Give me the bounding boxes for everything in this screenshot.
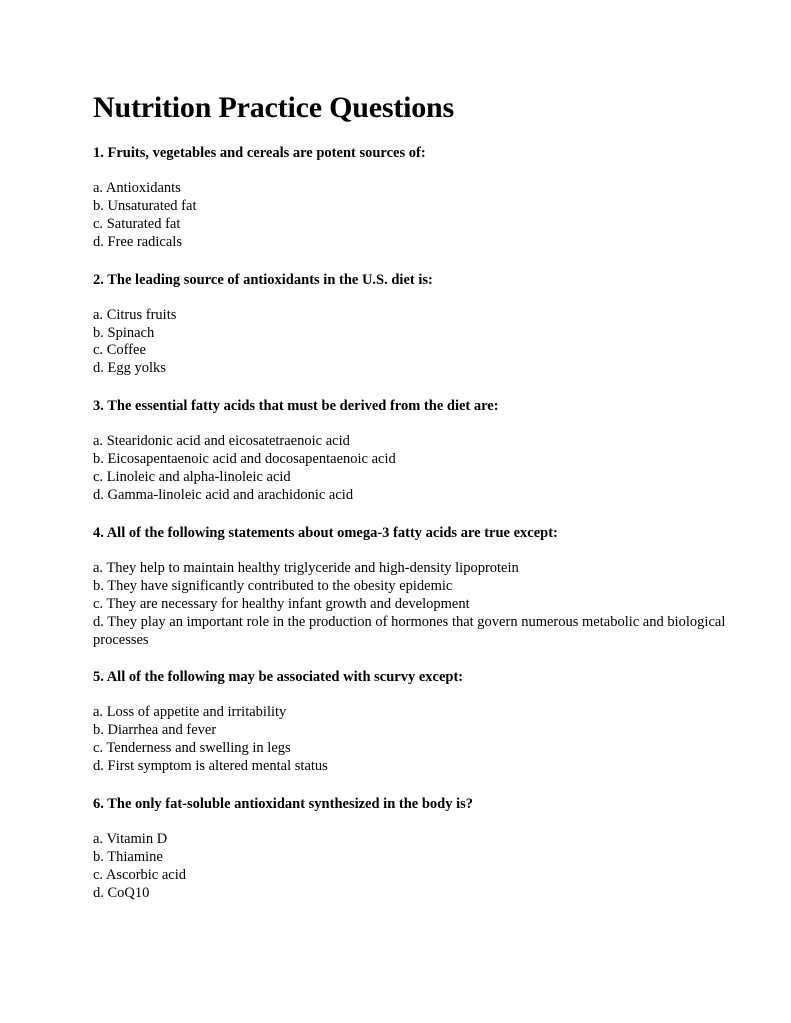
- option-letter: c.: [93, 215, 104, 232]
- option-letter: a.: [93, 831, 104, 848]
- answer-options: [93, 433, 733, 505]
- answer-option: [93, 831, 733, 849]
- option-text: Free radicals: [107, 233, 182, 250]
- option-letter: a.: [93, 704, 104, 721]
- page-title: Nutrition Practice Questions: [93, 91, 455, 124]
- option-text: Linoleic and alpha-linoleic acid: [106, 469, 291, 486]
- option-letter: c.: [93, 469, 104, 486]
- option-letter: c.: [93, 342, 104, 359]
- answer-option: [93, 234, 733, 252]
- question-block: [93, 795, 733, 903]
- option-text: Citrus fruits: [106, 306, 177, 323]
- option-text: Coffee: [106, 342, 146, 359]
- option-text: They play an important role in the production of hormones that govern numerous metabolic and biological processes: [93, 613, 726, 648]
- option-text: CoQ10: [107, 884, 150, 901]
- answer-option: [93, 198, 733, 216]
- question-block: [93, 668, 733, 776]
- answer-option: [93, 758, 733, 776]
- option-letter: b.: [93, 197, 104, 214]
- question-list: [93, 144, 733, 903]
- option-text: They are necessary for healthy infant growth and development: [106, 595, 470, 612]
- option-letter: b.: [93, 451, 104, 468]
- question-text: 1. Fruits, vegetables and cereals are potent sources of:: [93, 145, 426, 161]
- answer-options: [93, 704, 733, 776]
- question-text: 6. The only fat-soluble antioxidant synthesized in the body is?: [93, 796, 474, 813]
- question-block: [93, 397, 733, 505]
- option-text: Egg yolks: [107, 360, 166, 377]
- answer-options: [93, 180, 733, 252]
- answer-option: [93, 704, 733, 722]
- option-text: They have significantly contributed to the obesity epidemic: [107, 577, 453, 594]
- option-letter: a.: [93, 306, 104, 323]
- question-block: [93, 524, 733, 650]
- answer-option: [93, 867, 733, 885]
- option-letter: b.: [93, 577, 104, 594]
- question-text: 3. The essential fatty acids that must be derived from the diet are:: [93, 398, 499, 415]
- option-letter: d.: [93, 486, 104, 503]
- answer-options: [93, 307, 733, 379]
- option-letter: c.: [93, 740, 104, 757]
- answer-option: [93, 216, 733, 234]
- option-letter: b.: [93, 848, 104, 865]
- answer-option: [93, 722, 733, 740]
- option-letter: d.: [93, 360, 104, 377]
- answer-option: [93, 325, 733, 343]
- answer-option: [93, 360, 733, 378]
- option-letter: a.: [93, 433, 104, 450]
- answer-option: [93, 578, 733, 596]
- option-text: Diarrhea and fever: [107, 722, 217, 739]
- option-text: Stearidonic acid and eicosatetraenoic acid: [106, 433, 350, 450]
- answer-option: [93, 307, 733, 325]
- option-text: Eicosapentaenoic acid and docosapentaenoic acid: [107, 451, 396, 468]
- option-letter: b.: [93, 722, 104, 739]
- answer-options: [93, 560, 733, 650]
- answer-option: [93, 469, 733, 487]
- question-text: 5. All of the following may be associated with scurvy except:: [93, 669, 464, 686]
- option-text: Spinach: [107, 324, 155, 341]
- answer-option: [93, 451, 733, 469]
- document-page: [93, 90, 733, 922]
- option-letter: a.: [93, 180, 104, 196]
- question-text: 2. The leading source of antioxidants in the U.S. diet is:: [93, 271, 433, 288]
- option-letter: d.: [93, 233, 104, 250]
- option-text: First symptom is altered mental status: [107, 758, 328, 775]
- option-letter: d.: [93, 613, 104, 630]
- answer-option: [93, 180, 733, 198]
- answer-option: [93, 885, 733, 903]
- answer-option: [93, 433, 733, 451]
- question-block: [93, 144, 733, 252]
- option-text: Saturated fat: [106, 215, 181, 232]
- option-letter: b.: [93, 324, 104, 341]
- answer-option: [93, 849, 733, 867]
- option-letter: d.: [93, 758, 104, 775]
- option-letter: d.: [93, 884, 104, 901]
- option-text: Unsaturated fat: [107, 197, 197, 214]
- option-text: They help to maintain healthy triglyceride and high-density lipoprotein: [106, 559, 519, 576]
- option-text: Gamma-linoleic acid and arachidonic acid: [107, 486, 354, 503]
- answer-option: [93, 596, 733, 614]
- option-text: Antioxidants: [105, 180, 181, 196]
- question-text: 4. All of the following statements about omega-3 fatty acids are true except:: [93, 524, 558, 541]
- answer-option: [93, 342, 733, 360]
- answer-options: [93, 831, 733, 903]
- answer-option: [93, 614, 733, 650]
- question-block: [93, 271, 733, 379]
- option-text: Thiamine: [107, 848, 163, 865]
- answer-option: [93, 560, 733, 578]
- option-text: Tenderness and swelling in legs: [106, 740, 291, 757]
- option-letter: a.: [93, 559, 104, 576]
- option-text: Loss of appetite and irritability: [106, 704, 287, 721]
- option-text: Ascorbic acid: [105, 866, 187, 883]
- answer-option: [93, 487, 733, 505]
- option-text: Vitamin D: [106, 831, 168, 848]
- answer-option: [93, 740, 733, 758]
- option-letter: c.: [93, 595, 104, 612]
- option-letter: c.: [93, 866, 104, 883]
